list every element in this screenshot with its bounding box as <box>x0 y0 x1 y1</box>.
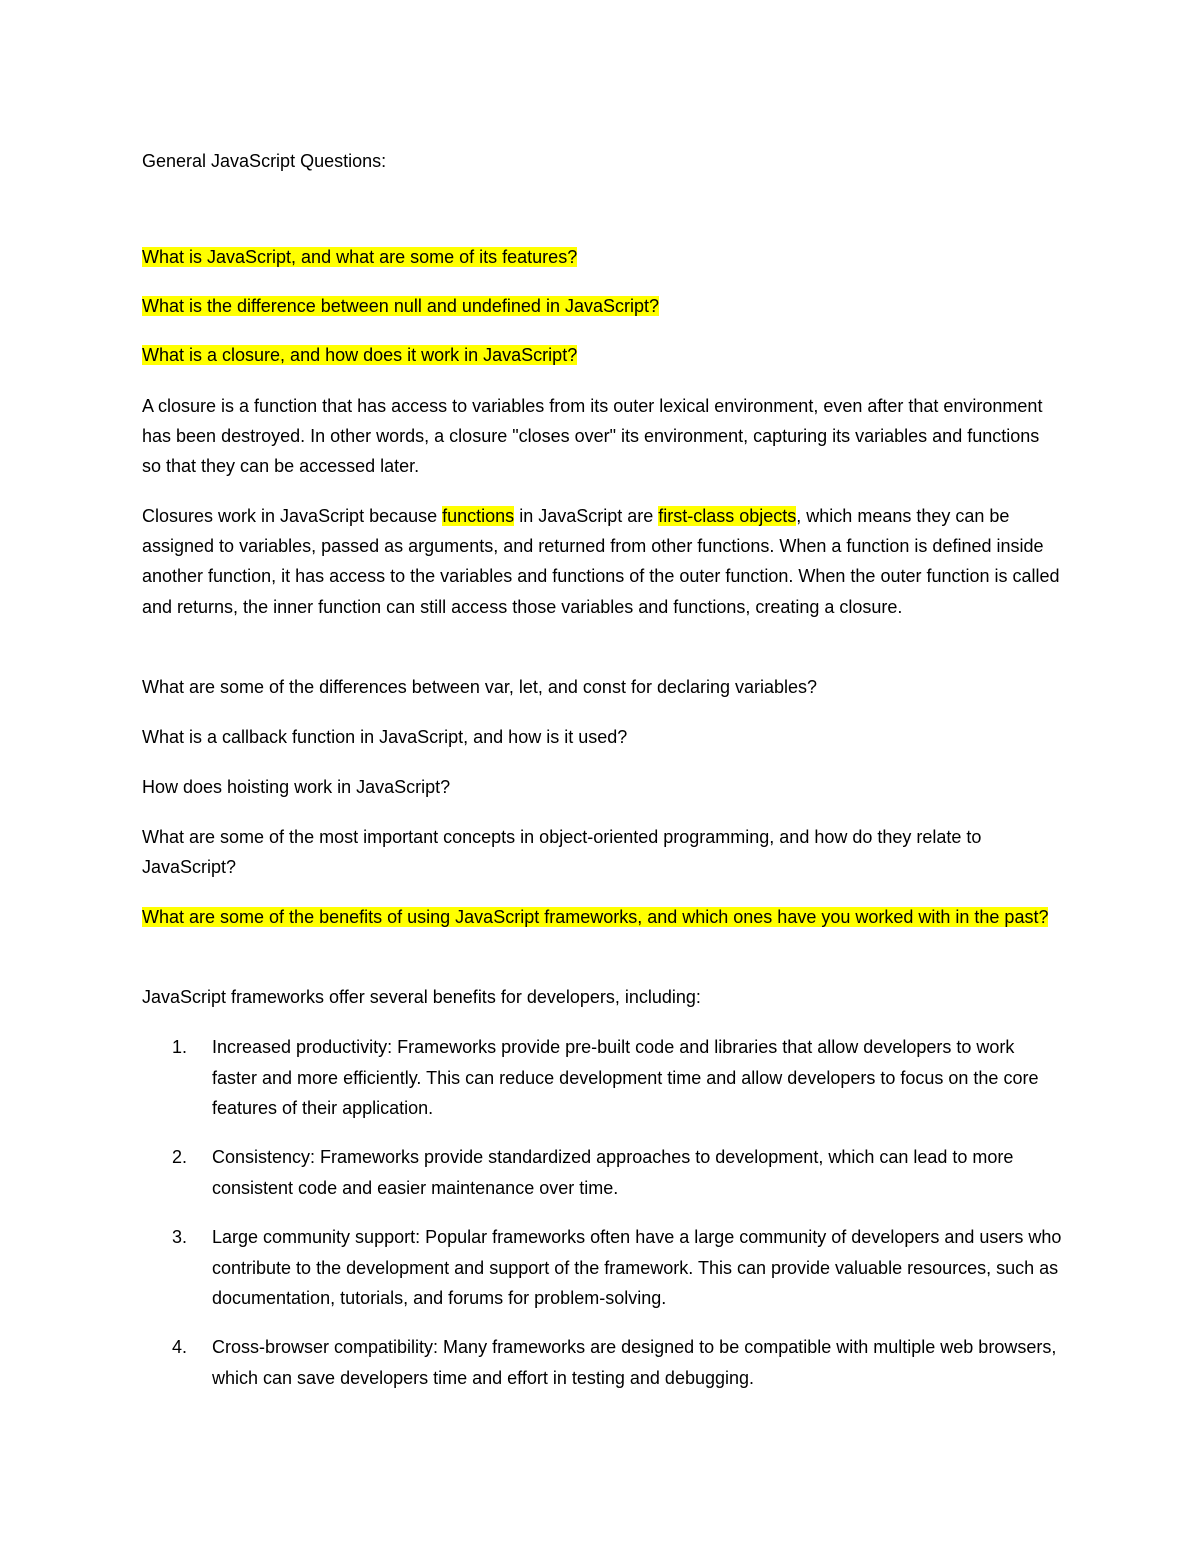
question-highlighted-1 <box>142 242 577 272</box>
document-title: General JavaScript Questions: <box>142 151 387 171</box>
question-plain-3: How does hoisting work in JavaScript? <box>142 777 451 797</box>
text-run: in JavaScript are <box>514 506 659 526</box>
highlight-first-class-objects: first-class objects <box>658 506 797 526</box>
highlight: What is the difference between null and undefined in JavaScript? <box>142 296 659 316</box>
list-item-number: 2. <box>172 1147 188 1167</box>
frameworks-question <box>142 902 1062 932</box>
list-item <box>142 1222 1062 1314</box>
list-item-number: 1. <box>172 1037 188 1057</box>
closure-answer-paragraph-1: A closure is a function that has access to variables from its outer lexical environment, even after that environment has been destroyed. In other words, a closure "closes over" its environment, capturing its variables and functions so that they can be accessed later. <box>142 396 1043 477</box>
highlight: What are some of the benefits of using JavaScript frameworks, and which ones have you worked with in the past? <box>142 907 1049 927</box>
highlight: What is JavaScript, and what are some of its features? <box>142 247 578 267</box>
list-item-number: 4. <box>172 1337 188 1357</box>
list-item-text: Increased productivity: Frameworks provide pre-built code and libraries that allow developers to work faster and more efficiently. This can reduce development time and allow developers to focus on the core features of their application. <box>212 1037 1039 1118</box>
list-item-text: Consistency: Frameworks provide standardized approaches to development, which can lead to more consistent code and easier maintenance over time. <box>212 1147 1014 1198</box>
question-highlighted-2 <box>142 291 659 321</box>
list-item-text: Cross-browser compatibility: Many frameworks are designed to be compatible with multiple web browsers, which can save developers time and effort in testing and debugging. <box>212 1337 1057 1388</box>
text-run: , which means they can be assigned to variables, passed as arguments, and returned from other functions. When a function is defined inside another function, it has access to the variables and functions of the outer function. When the outer function is called and returns, the inner function can still access those variables and functions, creating a closure. <box>142 506 1060 617</box>
list-item-text: Large community support: Popular frameworks often have a large community of developers and users who contribute to the development and support of the framework. This can provide valuable resources, such as documentation, tutorials, and forums for problem-solving. <box>212 1227 1062 1308</box>
text-run: Closures work in JavaScript because <box>142 506 443 526</box>
closure-answer-paragraph-2 <box>142 501 1062 622</box>
question-plain-1: What are some of the differences between var, let, and const for declaring variables? <box>142 677 818 697</box>
list-item <box>142 1142 1062 1203</box>
list-item <box>142 1332 1062 1393</box>
question-plain-2: What is a callback function in JavaScript, and how is it used? <box>142 727 628 747</box>
list-item <box>142 1032 1062 1124</box>
frameworks-intro: JavaScript frameworks offer several benefits for developers, including: <box>142 987 701 1007</box>
document-page <box>142 0 1062 1553</box>
list-item-number: 3. <box>172 1227 188 1247</box>
highlight-functions: functions <box>442 506 515 526</box>
question-highlighted-3 <box>142 340 577 370</box>
highlight: What is a closure, and how does it work in JavaScript? <box>142 345 578 365</box>
question-plain-4: What are some of the most important concepts in object-oriented programming, and how do they relate to JavaScript? <box>142 827 982 878</box>
